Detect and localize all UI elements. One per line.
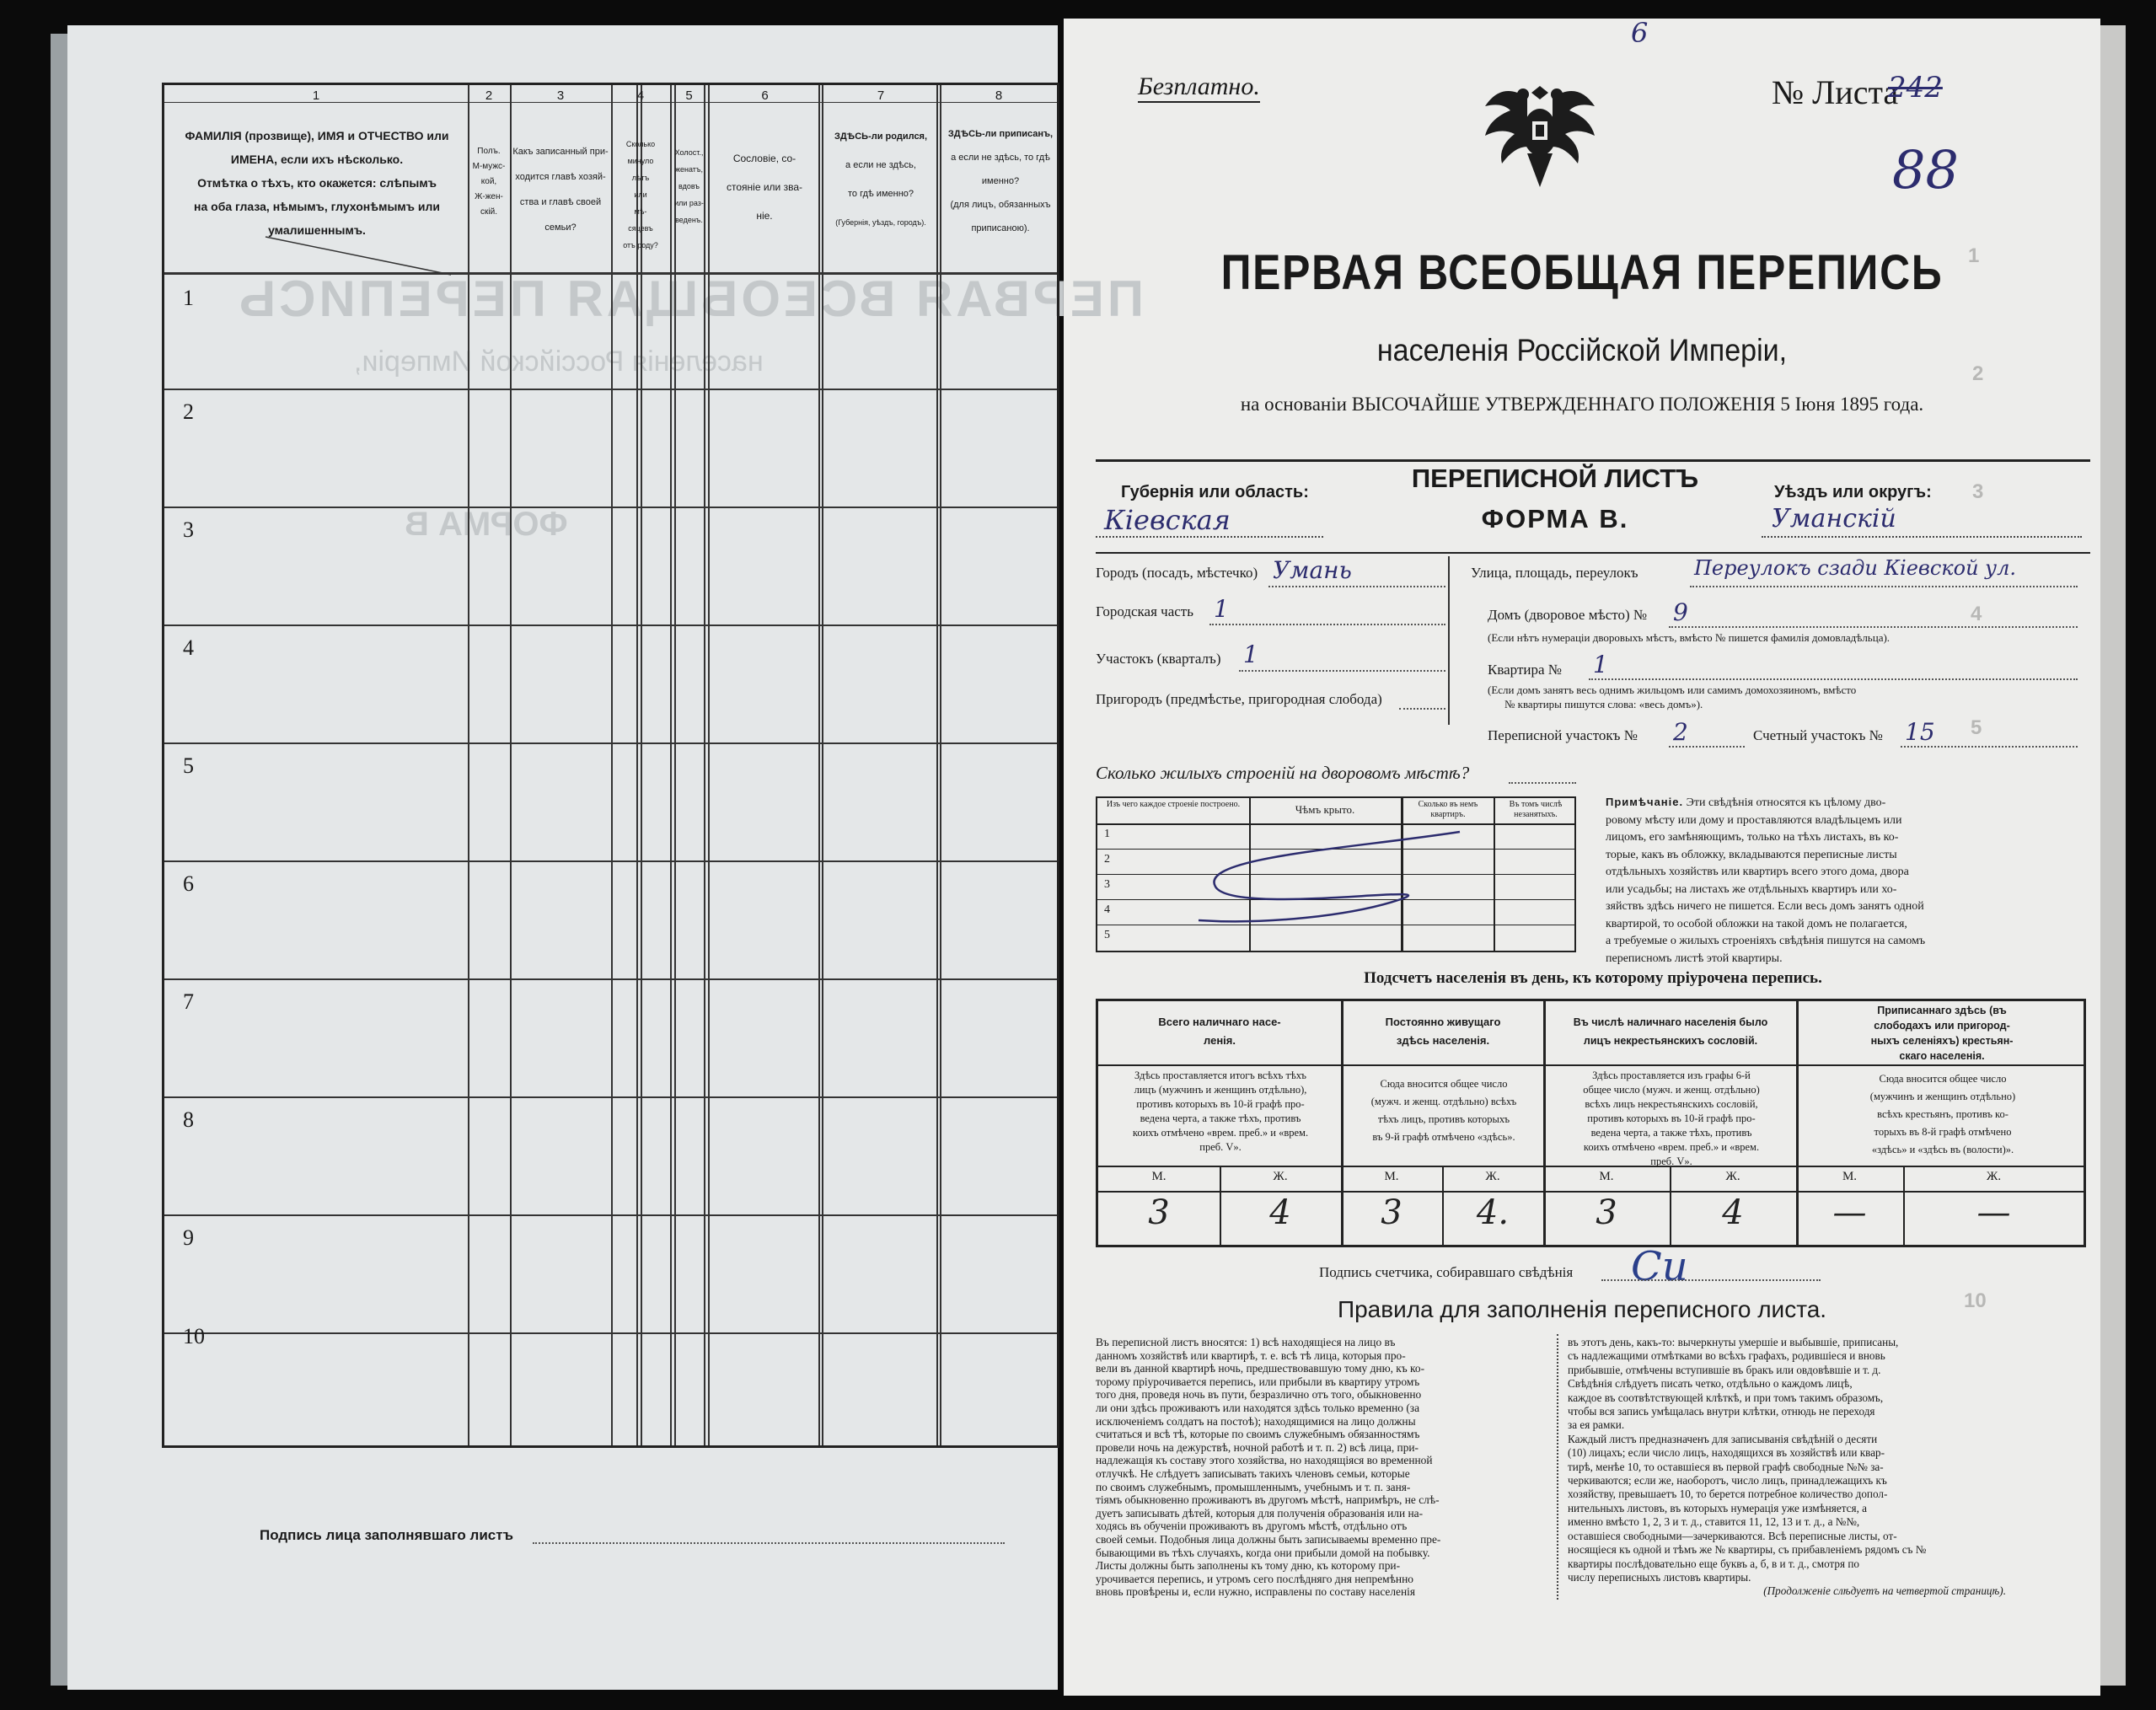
row-number-9: 9 — [183, 1225, 194, 1250]
margin-row-10: 10 — [1964, 1289, 1987, 1312]
bleed-through-title: ПЕРВАЯ ВСЕОБЩАЯ ПЕРЕПИСЬ — [236, 271, 1144, 327]
sheet-number-value: 88 — [1892, 139, 1959, 201]
row-number-5: 5 — [183, 753, 194, 778]
uezd-underline — [1762, 536, 2082, 538]
col-header-registration: ЗДѢСЬ-ли приписанъ, а если не здѣсь, то гдѣ именно? (для лицъ, обязанныхъ приписаною). — [947, 129, 1054, 233]
count-section-field[interactable]: 15 — [1905, 718, 1935, 746]
row-number-2: 2 — [183, 399, 194, 424]
gubernia-field[interactable]: Кіевская — [1104, 504, 1231, 536]
col-header-birthplace: ЗДѢСЬ-ли родился, а если не здѣсь, то гдѣ именно? (Губернія, уѣздъ, городъ). — [834, 131, 928, 227]
rules-title: Правила для заполненія переписного листа. — [1337, 1296, 1827, 1322]
form-header-bottom-rule — [1096, 552, 2090, 554]
sheet-number-crossed: 242 — [1888, 71, 1943, 105]
gubernia-underline — [1096, 536, 1323, 538]
col-number-2: 2 — [485, 88, 493, 103]
left-page-edge — [51, 34, 69, 1686]
suburb-label: Пригородъ (предмѣстье, пригородная слобода) — [1096, 691, 1382, 707]
district-field[interactable]: 1 — [1243, 641, 1258, 668]
form-title: ПЕРЕПИСНОЙ ЛИСТЪ — [1411, 464, 1699, 493]
apartment-note-2: № квартиры пишутся слова: «весь домъ»). — [1504, 698, 1703, 710]
row-number-3: 3 — [183, 517, 194, 542]
street-underline — [1690, 586, 2078, 587]
bld-header-apartments: Сколько въ немъ квартиръ. — [1418, 800, 1478, 819]
house-field[interactable]: 9 — [1673, 598, 1688, 626]
buildings-answer-field[interactable] — [1509, 782, 1576, 784]
col-header-age: Сколько минуло лѣтъ или мѣ- сяцевъ отъ роду? — [623, 140, 658, 249]
city-part-label: Городская часть — [1096, 603, 1193, 619]
col-header-sex: Полъ. М-мужс- кой, Ж-жен- скій. — [472, 147, 506, 217]
census-section-field[interactable]: 2 — [1673, 718, 1688, 746]
bld-row-3: 3 — [1104, 878, 1110, 891]
bld-header-vacant: Въ томъ числѣ незанятыхъ. — [1509, 800, 1563, 819]
counter-signature-value[interactable]: Си — [1631, 1243, 1688, 1290]
bld-row-2: 2 — [1104, 853, 1110, 866]
col-number-6: 6 — [761, 88, 769, 103]
col-header-relation: Какъ записанный при- ходится главѣ хозяй- ства и главѣ своей семьи? — [512, 147, 609, 233]
population-count-table — [1096, 999, 2086, 1247]
bleed-through-form: ФОРМА В — [405, 506, 568, 543]
bld-crossout-scribble — [1097, 798, 1578, 954]
district-label: Участокъ (кварталъ) — [1096, 651, 1221, 667]
address-divider — [1448, 556, 1450, 725]
margin-row-5: 5 — [1971, 716, 1982, 739]
peasant-female[interactable]: — — [1976, 1193, 2011, 1232]
count-col4-body: Сюда вносится общее число (мужчинъ и женщинъ отдѣльно) всѣхъ крестьянъ, противъ ко- торыхъ въ 8-й графѣ отмѣчено «здѣсь» и «здѣсь въ (волости)». — [1869, 1073, 2016, 1155]
filler-signature-label: Подпись лица заполнявшаго листъ — [260, 1527, 513, 1543]
rules-left-column: Въ переписной листъ вносятся: 1) всѣ находящіеся на лицо въ данномъ хозяйствѣ или квартирѣ, т. е. всѣ тѣ лица, которыя про- вели въ данной квартирѣ ночь, предшествовавшую тому дню, къ ко- торому пріурочивается перепись, или прибыли въ квартиру утромъ того дня, проведя ночь въ пути, безразлично отъ того, обыкновенно ли они здѣсь проживаютъ или находятся здѣсь только временно (за исключеніемъ солдатъ на постоѣ); находящимися на лицо должны считаться и всѣ тѣ, которые по своимъ служебнымъ обязанностямъ провели ночь на дежурствѣ, ночной работѣ и т. п. 2) всѣ лица, при- надлежащія къ составу этого хозяйства, но находящіяся во временной отлучкѣ. Не слѣдуетъ записывать такихъ членовъ семьи, которые по своимъ служебнымъ, промышленнымъ, учебнымъ и т. п. заня- тіямъ обыкновенно проживаютъ въ другомъ мѣстѣ, напримѣръ, не слѣ- дуетъ записывать дѣтей, которыя для полученія образованія или на- ходясь въ обученіи проживаютъ въ другомъ мѣстѣ, отдѣльно отъ своей семьи. Подобныя лица должны быть записываемы временно пре- бывающими въ тѣхъ случаяхъ, когда они прибыли домой на побывку. Листы должны быть заполнены къ тому дню, къ которому при- урочивается перепись, и утромъ сего послѣдняго дня непремѣнно вновь провѣрены и, если нужно, исправлены по составу населенія — [1096, 1336, 1441, 1599]
col2-m-label: М. — [1384, 1170, 1399, 1183]
apartment-note-1: (Если домъ занятъ весь однимъ жильцомъ или самимъ домохозяиномъ, вмѣсто — [1488, 683, 1857, 696]
count-col3-header: Въ числѣ наличнаго населенія было лицъ некрестьянскихъ сословій. — [1573, 1016, 1768, 1047]
permanent-male[interactable]: 3 — [1381, 1193, 1402, 1232]
col-header-name: ФАМИЛІЯ (прозвище), ИМЯ и ОТЧЕСТВО или ИМЕНА, если ихъ нѣсколько. Отмѣтка о тѣхъ, кто окажется: слѣпымъ на оба глаза, нѣмымъ, глухонѣмымъ или умалишеннымъ. — [185, 129, 449, 237]
col3-m-label: М. — [1599, 1170, 1614, 1183]
imperial-eagle-emblem — [1477, 69, 1603, 196]
bld-row-1: 1 — [1104, 828, 1110, 840]
bld-row-4: 4 — [1104, 903, 1110, 916]
city-underline — [1268, 586, 1445, 587]
filler-signature-line[interactable] — [533, 1542, 1005, 1544]
col2-f-label: Ж. — [1485, 1170, 1500, 1183]
count-col4-header: Приписаннаго здѣсь (въ слободахъ или пригород- ныхъ селеніяхъ) крестьян- скаго населенія. — [1870, 1005, 2014, 1062]
col1-m-label: М. — [1151, 1170, 1166, 1183]
rules-divider — [1557, 1334, 1559, 1600]
buildings-note: Примѣчаніе. Эти свѣдѣнія относятся къ цѣлому дво- ровому мѣсту или дому и проставляются владѣльцемъ или лицомъ, его замѣняющимъ, только на тѣхъ листахъ, въ ко- торые, какъ въ обложку, вкладываются переписные листы отдѣльныхъ хозяйствъ или квартиръ всего этого дома, двора или усадьбы; на листахъ же отдѣльныхъ квартиръ или хо- зяйствъ здѣсь ничего не пишется. Если весь домъ занятъ одной квартирой, то особой обложки на такой домъ не полагается, а требуемые о жилыхъ строеніяхъ свѣдѣнія пишутся на самомъ переписномъ листѣ этой квартиры. — [1606, 796, 1926, 965]
total-present-male[interactable]: 3 — [1148, 1193, 1170, 1232]
census-section-underline — [1669, 746, 1745, 748]
col-number-1: 1 — [312, 88, 320, 103]
uezd-label: Уѣздъ или округъ: — [1774, 483, 1932, 501]
count-section-underline — [1901, 746, 2078, 748]
row-number-1: 1 — [183, 286, 194, 310]
persons-table — [162, 83, 1059, 1448]
rules-right-column: въ этотъ день, какъ-то: вычеркнуты умершіе и выбывшіе, приписаны, съ надлежащими отмѣтками во всѣхъ графахъ, родившіеся и вновь прибывшіе, отмѣчены вступившіе въ бракъ или овдовѣвшіе и т. д. Свѣдѣнія слѣдуетъ писать четко, отдѣльно о каждомъ лицѣ, каждое въ соотвѣтствующей клѣткѣ, и при томъ такимъ образомъ, чтобы вся запись умѣщалась внутри клѣтки, отнюдь не переходя за ея рамки. Каждый листъ предназначенъ для записыванія свѣдѣній о десяти (10) лицахъ; если число лицъ, находящихся въ хозяйствѣ или квар- тирѣ, менѣе 10, то оставшіеся въ первой графѣ свободные №№ за- черкиваются; если же, наоборотъ, число лицъ, принадлежащихъ къ хозяйству, превышаетъ 10, то берется потребное количество допол- нительныхъ листовъ, въ которыхъ нумерація уже измѣняется, а именно вмѣсто 1, 2, 3 и т. д., ставится 11, 12, 13 и т. д., а №№, оставшіеся свободными—зачеркиваются. Всѣ переписные листы, от- носящіеся къ одной и тѣмъ же № квартиры, съ прибавленіемъ рядомъ съ № квартиры послѣдовательно еще буквъ а, б, в и т. д., смотря по числу переписныхъ листовъ квартиры. (Продолженіе слѣдуетъ на четвертой страницѣ). — [1568, 1336, 2006, 1598]
col3-f-label: Ж. — [1725, 1170, 1740, 1183]
right-page-stack-edge — [2100, 25, 2126, 1686]
apartment-underline — [1589, 678, 2078, 680]
col1-f-label: Ж. — [1273, 1170, 1288, 1183]
col-header-marital: Холост., женатъ, вдовъ или раз- веденъ. — [674, 148, 704, 224]
bleed-through-subtitle: населенія Россійской Имперіи, — [354, 346, 764, 378]
city-label: Городъ (посадъ, мѣстечко) — [1096, 565, 1258, 581]
city-part-field[interactable]: 1 — [1214, 595, 1229, 623]
row-number-6: 6 — [183, 871, 194, 896]
census-title: ПЕРВАЯ ВСЕОБЩАЯ ПЕРЕПИСЬ — [1220, 245, 1944, 300]
col-number-3: 3 — [556, 88, 565, 103]
count-col1-header: Всего наличнаго насе- ленія. — [1158, 1016, 1281, 1047]
non-peasant-male[interactable]: 3 — [1596, 1193, 1617, 1232]
house-underline — [1669, 626, 2078, 628]
street-field[interactable]: Переулокъ сзади Кіевской ул. — [1694, 556, 2017, 580]
house-note: (Если нѣтъ нумераціи дворовыхъ мѣстъ, вмѣсто № пишется фамилія домовладѣльца). — [1488, 631, 1891, 644]
col-number-5: 5 — [685, 88, 693, 103]
census-basis: на основаніи ВЫСОЧАЙШЕ УТВЕРЖДЕННАГО ПОЛОЖЕНІЯ 5 Іюня 1895 года. — [1240, 394, 1924, 415]
city-part-underline — [1209, 624, 1445, 625]
gubernia-label: Губернія или область: — [1121, 483, 1309, 501]
sheet-number-label: № Листа — [1772, 73, 1899, 111]
bld-header-roof: Чѣмъ крыто. — [1295, 803, 1355, 816]
census-subtitle: населенія Россійской Имперіи, — [1376, 333, 1788, 367]
non-peasant-female[interactable]: 4 — [1722, 1193, 1744, 1232]
row-number-4: 4 — [183, 635, 194, 660]
count-title: Подсчетъ населенія въ день, къ которому пріурочена перепись. — [1364, 969, 1822, 987]
col4-f-label: Ж. — [1986, 1170, 2002, 1183]
house-label: Домъ (дворовое мѣсто) № — [1488, 607, 1648, 623]
apartment-field[interactable]: 1 — [1593, 651, 1608, 678]
district-underline — [1239, 670, 1445, 672]
form-header-rule — [1096, 459, 2090, 462]
suburb-field[interactable] — [1399, 708, 1445, 710]
apartment-label: Квартира № — [1488, 662, 1563, 678]
count-col1-body: Здѣсь проставляется итогъ всѣхъ тѣхъ лицъ (мужчинъ и женщинъ отдѣльно), противъ которыхъ въ 10-й графѣ про- ведена черта, а также тѣхъ, противъ коихъ отмѣчено «врем. преб.» и «врем. преб. V». — [1132, 1069, 1309, 1153]
row-number-8: 8 — [183, 1107, 194, 1132]
count-col2-body: Сюда вносится общее число (мужч. и женщ. отдѣльно) всѣхъ тѣхъ лицъ, противъ которыхъ въ 9-й графѣ отмѣчено «здѣсь». — [1370, 1078, 1517, 1143]
handwritten-page-number: 6 — [1631, 17, 1649, 49]
buildings-question: Сколько жилыхъ строеній на дворовомъ мѣстѣ? — [1096, 763, 1470, 783]
total-present-female[interactable]: 4 — [1269, 1193, 1291, 1232]
form-name: ФОРМА В. — [1481, 504, 1629, 533]
header-diagonal-stroke — [164, 85, 1058, 279]
permanent-female[interactable]: 4. — [1476, 1193, 1510, 1232]
row-number-10: 10 — [183, 1324, 205, 1348]
count-col2-header: Постоянно живущаго здѣсь населенія. — [1385, 1016, 1501, 1047]
census-section-label: Переписной участокъ № — [1488, 727, 1638, 743]
margin-row-4: 4 — [1971, 603, 1982, 625]
col4-m-label: М. — [1842, 1170, 1858, 1183]
margin-row-2: 2 — [1972, 362, 1984, 385]
bld-row-5: 5 — [1104, 929, 1110, 941]
row-number-7: 7 — [183, 989, 194, 1014]
col-number-7: 7 — [877, 88, 885, 103]
col-number-4: 4 — [636, 88, 645, 103]
col-header-estate: Сословіе, со- стояніе или зва- ніе. — [727, 153, 802, 222]
margin-row-3: 3 — [1972, 480, 1984, 503]
counter-signature-underline — [1601, 1279, 1821, 1281]
col-number-8: 8 — [995, 88, 1003, 103]
buildings-table — [1096, 796, 1576, 952]
bld-header-material: Изъ чего каждое строеніе построено. — [1106, 800, 1241, 809]
count-col3-body: Здѣсь проставляется изъ графы 6-й общее число (мужч. и женщ. отдѣльно) всѣхъ лицъ некрестьянскихъ сословій, противъ которыхъ въ 10-й графѣ про- ведена черта, а также тѣхъ, противъ коихъ отмѣчено «врем. преб.» и «врем. преб. V». — [1583, 1069, 1760, 1167]
street-label: Улица, площадь, переулокъ — [1471, 565, 1638, 581]
counter-signature-label: Подпись счетчика, собиравшаго свѣдѣнія — [1319, 1264, 1574, 1280]
margin-row-1: 1 — [1968, 244, 1980, 267]
uezd-field[interactable]: Уманскій — [1772, 504, 1896, 533]
city-field[interactable]: Умань — [1273, 556, 1352, 584]
peasant-male[interactable]: — — [1832, 1193, 1867, 1232]
free-label: Безплатно. — [1138, 72, 1260, 103]
count-section-label: Счетный участокъ № — [1753, 727, 1883, 743]
